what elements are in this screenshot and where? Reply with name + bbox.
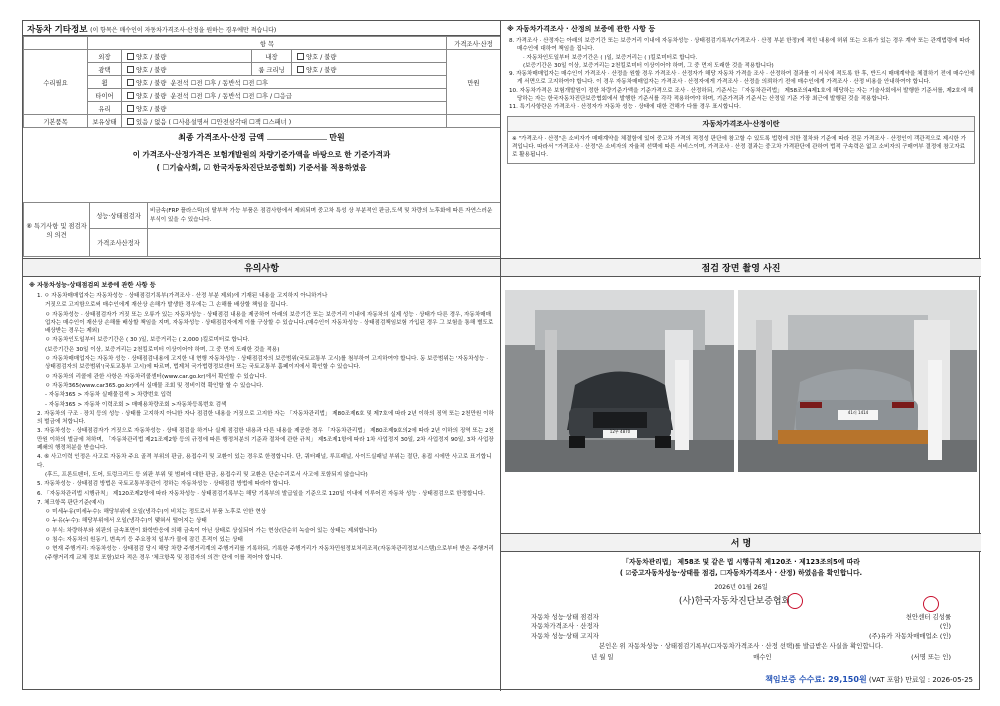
final-price-field[interactable] <box>267 139 327 140</box>
buyer-row: 년 월 일 매수인 (서명 또는 인) <box>591 652 951 661</box>
remarks-appraiser-label: 가격조사산정자 <box>90 229 148 257</box>
vehicle-other-info-section <box>23 21 501 258</box>
col-price-header: 가격조사·산정 <box>447 37 501 50</box>
remarks-inspector-label: 성능·상태점검자 <box>90 203 148 229</box>
sign-law-line-2: ( ☑중고자동차성능·상태를 점검, ☐자동차가격조사 · 산정) 하였음을 확인합니다. <box>619 569 863 577</box>
fee-note: (VAT 포함) <box>868 676 903 684</box>
organization-seal-icon <box>787 593 803 609</box>
notice-line: ㅇ 자동차성능 · 상태점검자가 거짓 또는 오류가 있는 자동차성능 · 상태점검 내용을 제공하여 아래의 보증기간 또는 보증거리 이내에 자동차의 실제 성능 · 상태가 다른 경우, 자동차매매업자는 매수인이 재산상 손해를 배상할 책임을 지며, 자동차성능 · 상태점검자에게 이를 구상할 수 있습니다.(매수인이 자동차성능 · 상태점검책임보험 가입된 경우 그 보험을 통해 별도로 배상받는 경우는 제외) <box>45 311 494 335</box>
right-bottom-section <box>501 259 981 691</box>
sign-law-line-1: 「자동차관리법」 제58조 및 같은 법 시행규칙 제120조 · 제123조의5에 따라 <box>622 558 860 566</box>
notice-line: 거짓으로 고지함으로써 매수인에게 재산상 손해가 발생한 경우에는 그 손해를 배상할 책임을 집니다. <box>45 302 288 309</box>
notice-line: 6. 「자동차관리법 시행규칙」 제120조제2항에 따라 자동차성능 · 상태점검기록부는 해당 기록부의 발급일을 기준으로 120일 이내에 이루어진 자동차 성능 · 상태점검으로 한정합니다. <box>37 490 485 497</box>
remarks-label: ⑧ 특기사항 및 점검자의 의견 <box>24 203 90 257</box>
notice-list <box>29 292 494 562</box>
exterior-options[interactable]: 양호 / 불량 <box>122 50 252 63</box>
basis-line-1: 이 가격조사·산정가격은 보험개발원의 차량기준가액을 바탕으로 한 기준가격과 <box>132 150 391 159</box>
sign-date: 2026년 01월 26일 <box>714 584 768 591</box>
notice-line: ㅇ 자동차매매업자는 자동차 성능 · 상태점검내용에 고지한 내 현행 자동차성능 · 상태점검자의 보증범위(국토교통부 고시)를 첨부하여 고지하여야 합니다. 동 보증범위는 '자동차성능 · 상태점검자의 보증범위'(국토교통부 고시)에 따르며, 법제처 국가법령정보센터 또는 국토교통부 홈페이지에서 확인할 수 있습니다. <box>45 356 489 371</box>
repair-label: 수리필요 <box>24 50 88 115</box>
notice-subtitle: ※ 자동차성능·상태점검의 보증에 관한 사항 등 <box>29 282 156 289</box>
inspection-record-page <box>22 20 980 690</box>
front-plate: 12부 4870 <box>609 429 631 434</box>
inspection-photo-front <box>505 290 734 472</box>
notice-line: ㅇ 자동차의 리콜에 관한 사항은 자동차리콜센터(www.car.go.kr)에서 확인할 수 있습니다. <box>45 373 267 380</box>
remarks-appraiser-field[interactable] <box>148 229 501 257</box>
inspector-seal-icon <box>923 596 939 612</box>
signer-row: 자동차 성능·상태 고지자 (주)유카 자동차매매업소 (인) <box>531 631 951 640</box>
final-price-label: 최종 가격조사·산정 금액 <box>178 133 265 142</box>
room-cleaning-options[interactable]: 양호 / 불량 <box>292 63 447 76</box>
notice-line: (후드, 프론트펜더, 도어, 트렁크리드 등 외판 부위 및 범퍼에 대한 판금, 용접수리 및 교환은 단순수리로서 사고에 포함되지 않습니다) <box>45 471 368 478</box>
col-item-header: 항 목 <box>88 37 447 50</box>
section-title-note: (이 항목은 매수인이 자동차가격조사·산정을 원하는 경우에만 적습니다) <box>90 27 277 34</box>
notice-line: ㅇ 자동차365(www.car365.go.kr)에서 실매물 조회 및 정비이력 확인할 할 수 있습니다. <box>45 382 264 389</box>
fee-label: 책임보증 수수료: 29,150원 <box>765 675 867 684</box>
unit-won: 만원 <box>447 50 501 115</box>
other-info-table: 항 목 가격조사·산정 수리필요 외장 양호 / 불량 내장 양호 / 불량 만원 광택 양호 / 불량 룸 크리닝 양호 / 불량 휠 양호 / 불량 운전석 ☐전 ☐후 / 동반석 ☐전 ☐후 타이어 양호 / 불량 운전석 ☐전 ☐후 / 동반석 ☐전 ☐후 / ☐응급 유리 양호 / 불량 기본품목 보유상태 있음 / 없음 ( ☐사용설명서 ☐안전삼각대 ☐잭 ☐스패너 ) <box>23 36 501 128</box>
notice-line: ㅇ 부식: 차량하부와 외판의 금속표면이 화학반응에 의해 금속이 아닌 상태로 상실되어 가는 현상(단순히 녹슬어 있는 상태는 제외합니다) <box>45 527 377 534</box>
tire-options[interactable]: 양호 / 불량 운전석 ☐전 ☐후 / 동반석 ☐전 ☐후 / ☐응급 <box>122 89 447 102</box>
notice-line: 7. 체크항목 판단기준(예시) <box>37 499 105 506</box>
section-title: 자동차 기타정보 <box>27 25 88 35</box>
notice-line: (보증기간은 30일 이상, 보증거리는 2천킬로미터 이상이어야 하며, 그 중 먼저 도래한 것을 적용) <box>45 346 280 353</box>
notice-line: ㅇ 누유(누수): 해당부위에서 오일(냉각수)이 맺혀서 떨어지는 상태 <box>45 518 207 525</box>
price-appraisal-box <box>507 116 975 164</box>
gloss-options[interactable]: 양호 / 불량 <box>122 63 252 76</box>
photos-title: 점검 장면 촬영 사진 <box>501 259 981 277</box>
car-front-illustration <box>505 290 734 472</box>
signer-row: 자동차가격조사 · 산정자 (인) <box>531 622 951 631</box>
box-title: 자동차가격조사·산정이란 <box>508 117 974 132</box>
sign-organization: (사)한국자동차진단보증협회 <box>501 593 981 609</box>
signer-row: 자동차 성능·상태 점검자 천안센터 김성률 <box>531 613 951 621</box>
notice-line: 2. 자동차의 구조 · 장치 등의 성능 · 상태를 고지하지 아니한 자나 점검한 내용을 거짓으로 고지한 자는 「자동차관리법」 제80조제6호 및 제7호에 따라 2년 이하의 징역 또는 2천만원 이하의 벌금에 처합니다. <box>37 410 494 426</box>
notice-line: 4. ⑥ 사고이력 인정은 사고로 자동차 주요 골격 부위의 판금, 용접수리 및 교환이 있는 경우로 한정합니다. 단, 쿼터패널, 루프패널, 사이드실패널 부위는 절단, 용접 시에만 사고로 표기합니다. <box>37 454 492 469</box>
remarks-inspector-text: 비금속(FRP 플라스틱)의 탈부착 가능 부품은 점검사항에서 제외되며 중고차 특성 상 부분적인 판금,도색 및 차량의 노후화에 따른 자연스러운 부식이 있을 수 있습니다. <box>148 203 501 229</box>
notice-line: ㅇ 자동차인도일부터 보증기간은 ( 30 )일, 보증거리는 ( 2,000 )킬로미터로 합니다. <box>45 337 250 344</box>
signer-rows <box>501 609 981 641</box>
final-price-row <box>23 132 500 143</box>
notice-line: 3. 자동차성능 · 상태점검자가 거짓으로 자동차성능 · 상태 점검을 하거나 실제 점검한 내용과 다른 내용을 제공한 경우 「자동차관리법」 제80조제9호의2에 따라 2년 이하의 징역 또는 2천만원 이하의 벌금에 처하며, 「자동차관리법 제21조제2항 등의 규정에 따른 행정처분의 기준과 절차에 관한 규칙」 제5조제1항에 따라 1차 사업정지 30일, 2차 사업정지 90일, 3차 사업장 폐쇄의 행정처분을 받습니다. <box>37 428 494 452</box>
box-text: ※ "가격조사 · 산정"은 소비자가 매매계약을 체결함에 있어 중고차 가격의 적정성 판단에 참고할 수 있도록 법령에 의한 절차와 기준에 따라 전문 가격조사 · 산정인이 객관적으로 제시한 가격입니다. 따라서 "가격조사 · 산정"은 소비자의 자율적 선택에 따른 서비스이며, 가격조사 · 산정 결과는 중고차 가격판단에 관하여 법적 구속력은 없고 소비자의 구매여부 결정에 참고자료로 활용됩니다. <box>512 135 967 159</box>
guarantee-list: 8. 가격조사 · 산정자는 아래의 보증기간 또는 보증거리 이내에 자동차성능 · 상태점검기록부(가격조사 · 산정 부분 한정)에 적힌 내용에 허위 또는 오류가 있는 경우 계약 또는 관계법령에 따라 매수인에 대하여 책임을 집니다. · 자동차인도일부터 보증기간은 ( )일, 보증거리는 ( )킬로미터로 합니다. (보증기간은 30일 이상, 보증거리는 2천킬로미터 이상이어야 하며, 그 중 먼저 도래한 것을 적용합니다) 9. 자동차매매업자는 매수인이 가격조사 · 산정을 원할 경우 가격조사 · 산정자가 해당 자동차 가격을 조사 · 산정하여 결과를 이 서식에 적도록 한 후, 반드시 매매계약을 체결하기 전에 매수인에게 서면으로 고지하여야 합니다. 이 경우 자동차매매업자는 가격조사 · 산정자에게 가격조사 · 산정을 의뢰하기 전에 매수인에게 가격조사 · 산정 비용을 안내하여야 합니다. 10. 자동차가격은 보험개발원이 정한 차량기준가액을 기준가격으로 조사 · 산정하되, 기준서는 「자동차관리법」 제58조의4제1호에 해당하는 자는 기술사회에서 발행한 기준서를, 제2호에 해당하는 자는 한국자동차진단보증협회에서 발행한 기준서를 각각 적용하여야 하며, 기준가격과 기준서는 산정일 기준 가장 최근에 발행된 것을 적용합니다. 11. 특기사항란은 가격조사 · 산정자가 자동차 성능 · 상태에 대한 견해가 다를 경우 표시합니다. <box>509 38 975 111</box>
inspection-photo-rear <box>738 290 977 472</box>
notice-line: - 자동차365 > 자동차 이력조회 > 매매용차량조회 >자동차등록번호 검색 <box>45 401 227 408</box>
notice-section <box>23 259 501 691</box>
guarantee-title: ※ 자동차가격조사 · 산정의 보증에 관한 사항 등 <box>507 25 656 33</box>
sign-title: 서 명 <box>501 534 981 552</box>
notice-line: - 자동차365 > 자동차 실매물검색 > 차량번호 입력 <box>45 392 172 399</box>
price-guarantee-section <box>501 21 981 258</box>
basis-line-2: ( ☐기술사회, ☑ 한국자동차진단보증협회) 기준서를 적용하였음 <box>156 163 367 172</box>
basic-items-label: 기본품목 <box>24 115 88 128</box>
remarks-table <box>23 202 501 257</box>
signature-section <box>501 533 981 691</box>
notice-line: 1. ㅇ 자동차매매업자는 자동차성능 · 상태점검기록부(가격조사 · 산정 부분 제외)에 기재된 내용을 고지하지 아니하거나 <box>37 293 328 299</box>
notice-line: ㅇ 현재 주행거리: 자동차성능 · 상태점검 당시 해당 차량 주행거리계의 주행거리를 기록하되, 기록한 주행거리가 자동차민원정보처리조직(자동차관리정보시스템)으로부터 받은 주행거리(주행거리계 교체 정보 포함)보다 적은 경우 '체크항목 및 점검자의 의견' 란에 이를 적어야 합니다. <box>45 546 494 561</box>
glass-options[interactable]: 양호 / 불량 <box>122 102 447 115</box>
basic-items-options[interactable]: 있음 / 없음 ( ☐사용설명서 ☐안전삼각대 ☐잭 ☐스패너 ) <box>122 115 447 128</box>
final-price-unit: 만원 <box>329 133 345 142</box>
car-rear-illustration <box>738 290 977 472</box>
notice-title: 유의사항 <box>23 259 500 277</box>
notice-line: 5. 자동차성능 · 상태점검 방법은 국토교통부장관이 정하는 자동차성능 · 상태점검 방법에 따라야 합니다. <box>37 481 291 488</box>
wheel-options[interactable]: 양호 / 불량 운전석 ☐전 ☐후 / 동반석 ☐전 ☐후 <box>122 76 447 89</box>
notice-line: ㅇ 침수: 자동차의 원동기, 변속기 등 주요장치 일부가 물에 잠긴 흔적이 있는 상태 <box>45 537 243 544</box>
expiry-date: 만료일 : 2026-05-25 <box>905 676 973 684</box>
notice-line: ㅇ 미세누유(미세누수): 해당부위에 오일(냉각수)이 비치는 정도로서 부품 노후로 인한 현상 <box>45 509 267 516</box>
rear-plate: 41러 1414 <box>847 410 869 415</box>
interior-options[interactable]: 양호 / 불량 <box>292 50 447 63</box>
fee-line <box>765 674 973 685</box>
receipt-confirmation: 본인은 위 자동차성능 · 상태점검기록부(☐자동차가격조사 · 산정 선택)를 발급받은 사실을 확인합니다. <box>598 642 884 651</box>
